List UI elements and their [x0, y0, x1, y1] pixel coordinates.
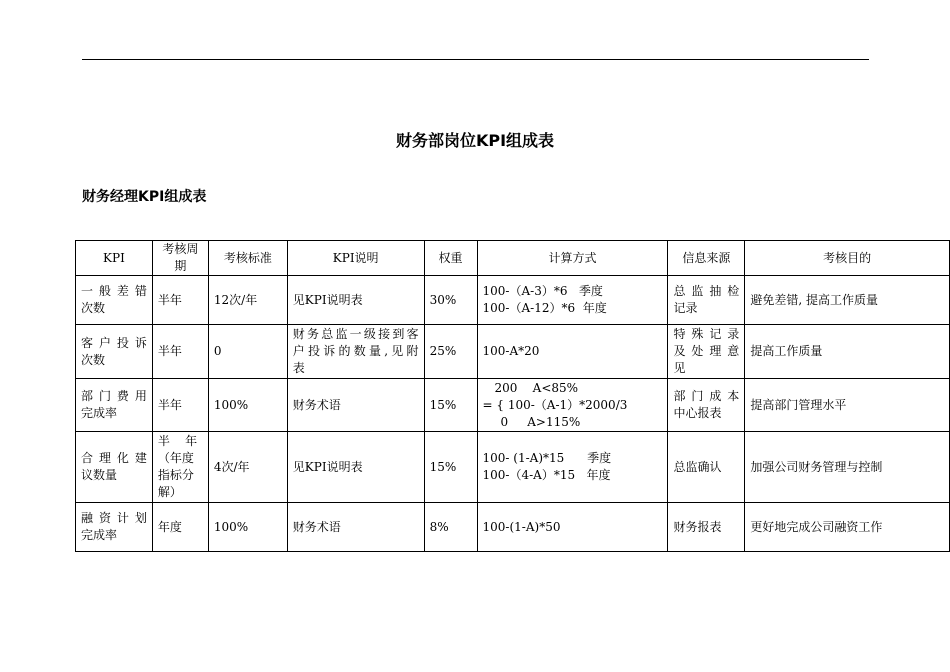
cell-line: 100-(1-A)*50 [482, 519, 561, 534]
cell-line: 200 A<85% [494, 380, 579, 395]
cell-line: 记录 [673, 301, 698, 315]
table-row [76, 432, 950, 503]
cell-calculation [477, 503, 668, 552]
cell-line: 客 户 投 诉 [81, 335, 147, 350]
cell-line: 次数 [81, 352, 106, 367]
header-period-line: 考核周期 [162, 242, 199, 273]
cell-calculation [477, 276, 668, 325]
cell-description [287, 503, 424, 552]
cell-line: 议数量 [81, 468, 118, 482]
header-kpi: KPI [76, 241, 153, 276]
cell-standard: 12次/年 [208, 276, 287, 325]
cell-weight: 30% [424, 276, 477, 325]
cell-source [668, 325, 745, 379]
cell-kpi [76, 503, 153, 552]
header-period [152, 241, 208, 276]
table-row [76, 379, 950, 432]
cell-standard: 100% [208, 503, 287, 552]
cell-line: 完成率 [81, 406, 118, 420]
cell-line: 完成率 [81, 528, 118, 542]
cell-description [287, 379, 424, 432]
cell-line: 及 处 理 意 [673, 344, 740, 358]
cell-source [668, 379, 745, 432]
cell-description [287, 325, 424, 379]
header-rule [82, 59, 869, 60]
section-subtitle: 财务经理KPI组成表 [82, 189, 207, 205]
cell-calculation [477, 379, 668, 432]
cell-source [668, 503, 745, 552]
cell-purpose: 提高部门管理水平 [745, 379, 950, 432]
cell-standard: 4次/年 [208, 432, 287, 503]
cell-line: 半 年 [157, 434, 198, 448]
cell-line: 部 门 费 用 [81, 389, 147, 403]
cell-description [287, 276, 424, 325]
header-calculation: 计算方式 [477, 241, 668, 276]
cell-line: 财务总监一级接到客 [292, 327, 419, 341]
cell-line: 半年 [157, 344, 182, 358]
cell-line: 100-（4-A）*15 年度 [482, 468, 611, 482]
cell-source [668, 432, 745, 503]
cell-line: 100-A*20 [482, 344, 540, 358]
cell-kpi [76, 276, 153, 325]
cell-weight: 8% [424, 503, 477, 552]
cell-standard: 100% [208, 379, 287, 432]
cell-line: 见KPI说明表 [292, 459, 363, 474]
header-weight: 权重 [424, 241, 477, 276]
cell-line: 表 [292, 361, 305, 375]
cell-standard: 0 [208, 325, 287, 379]
cell-line: 见KPI说明表 [292, 292, 363, 307]
table-header-row [76, 241, 950, 276]
cell-line: 财务报表 [673, 519, 722, 534]
cell-weight: 15% [424, 379, 477, 432]
cell-line: 总监确认 [673, 459, 722, 474]
cell-kpi [76, 432, 153, 503]
cell-line: 一 般 差 错 [81, 284, 147, 298]
cell-purpose: 避免差错, 提高工作质量 [745, 276, 950, 325]
kpi-table [75, 240, 950, 552]
cell-line: 合 理 化 建 [81, 451, 147, 465]
cell-line: 特 殊 记 录 [673, 327, 740, 341]
table-row [76, 325, 950, 379]
header-standard: 考核标准 [208, 241, 287, 276]
cell-weight: 15% [424, 432, 477, 503]
cell-kpi [76, 325, 153, 379]
header-description: KPI说明 [287, 241, 424, 276]
cell-period [152, 503, 208, 552]
cell-purpose: 更好地完成公司融资工作 [745, 503, 950, 552]
cell-line: 年度 [157, 519, 182, 534]
header-source: 信息来源 [668, 241, 745, 276]
cell-period [152, 325, 208, 379]
table-row [76, 276, 950, 325]
cell-period [152, 379, 208, 432]
header-purpose: 考核目的 [745, 241, 950, 276]
cell-line: 0 A>115% [500, 414, 581, 429]
cell-line: 解） [157, 485, 182, 499]
cell-line: 财务术语 [292, 519, 341, 534]
cell-period [152, 432, 208, 503]
cell-kpi [76, 379, 153, 432]
cell-line: 总 监 抽 检 [673, 284, 740, 298]
cell-line: 次数 [81, 301, 106, 315]
cell-line: 融 资 计 划 [81, 511, 147, 525]
cell-calculation [477, 325, 668, 379]
table-row [76, 503, 950, 552]
cell-line: = { 100-（A-1）*2000/3 [482, 397, 628, 412]
cell-line: 指标分 [157, 468, 194, 482]
cell-calculation [477, 432, 668, 503]
cell-line: 部 门 成 本 [673, 389, 740, 403]
cell-line: 中心报表 [673, 406, 722, 420]
cell-line: 财务术语 [292, 397, 341, 412]
document-title: 财务部岗位KPI组成表 [395, 131, 555, 150]
cell-line: （年度 [157, 451, 194, 465]
cell-weight: 25% [424, 325, 477, 379]
cell-line: 半年 [157, 292, 182, 307]
cell-line: 100-（A-3）*6 季度 [482, 284, 603, 298]
cell-line: 100- (1-A)*15 季度 [482, 451, 612, 465]
cell-purpose: 加强公司财务管理与控制 [745, 432, 950, 503]
cell-description [287, 432, 424, 503]
cell-line: 半年 [157, 397, 182, 412]
cell-line: 见 [673, 361, 686, 375]
cell-line: 户投诉的数量,见附 [292, 344, 419, 358]
cell-source [668, 276, 745, 325]
cell-purpose: 提高工作质量 [745, 325, 950, 379]
cell-line: 100-（A-12）*6 年度 [482, 301, 607, 315]
cell-period [152, 276, 208, 325]
